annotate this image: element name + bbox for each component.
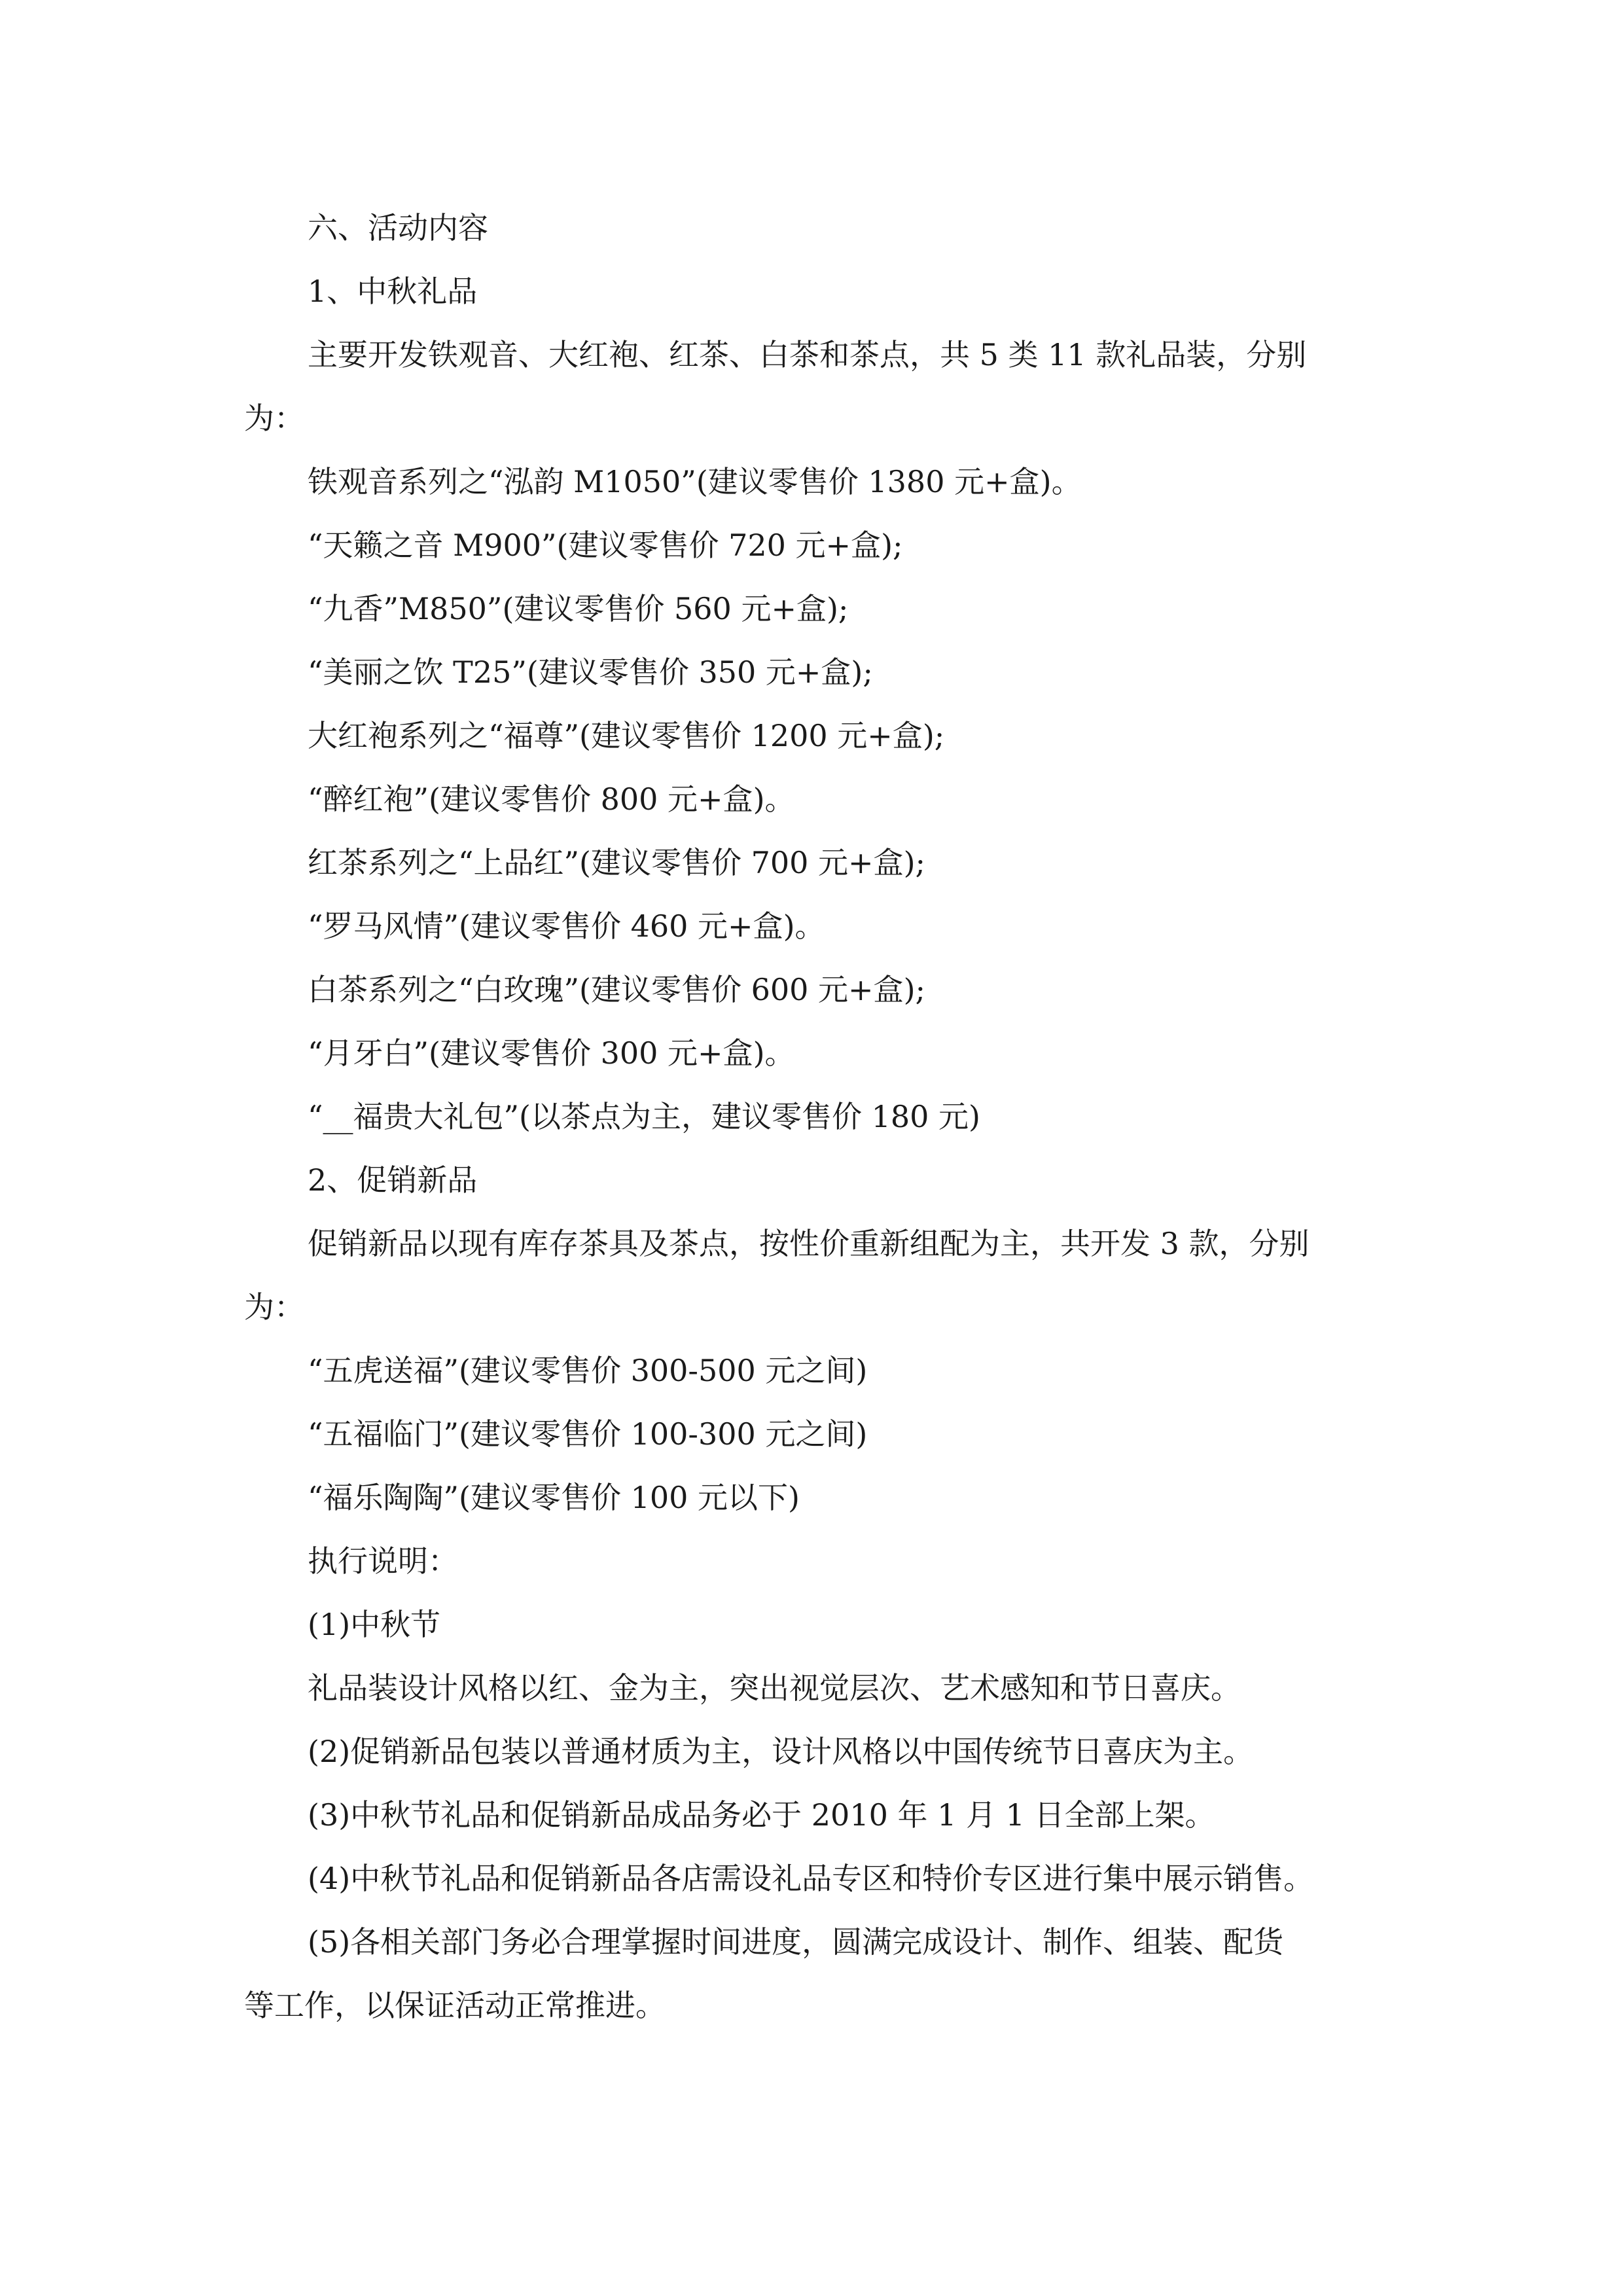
section-heading: 六、活动内容 [308,210,488,245]
list-item: (5)各相关部门务必合理掌握时间进度，圆满完成设计、制作、组装、配货 [308,1924,1284,1960]
paragraph-line: 为： [244,401,304,436]
product-line: “福乐陶陶”(建议零售价 100 元以下) [308,1480,800,1515]
subsection-heading: 1、中秋礼品 [308,274,478,309]
paragraph-line: 礼品装设计风格以红、金为主，突出视觉层次、艺术感知和节日喜庆。 [308,1670,1241,1706]
product-line: “天籁之音 M900”(建议零售价 720 元+盒); [308,528,903,563]
list-item: (2)促销新品包装以普通材质为主，设计风格以中国传统节日喜庆为主。 [308,1734,1254,1769]
product-line: “醉红袍”(建议零售价 800 元+盒)。 [308,781,795,817]
product-line: “五福临门”(建议零售价 100-300 元之间) [308,1416,868,1452]
paragraph-line: 促销新品以现有库存茶具及茶点，按性价重新组配为主，共开发 3 款，分别 [308,1226,1310,1261]
subsection-heading: 执行说明： [308,1543,458,1579]
subsection-heading: 2、促销新品 [308,1162,478,1198]
product-line: 铁观音系列之“泓韵 M1050”(建议零售价 1380 元+盒)。 [308,464,1082,499]
paragraph-line: 为： [244,1289,304,1325]
product-line: “五虎送福”(建议零售价 300-500 元之间) [308,1353,868,1388]
product-line: “罗马风情”(建议零售价 460 元+盒)。 [308,908,825,944]
list-item: (3)中秋节礼品和促销新品成品务必于 2010 年 1 月 1 日全部上架。 [308,1797,1215,1833]
product-line: “美丽之饮 T25”(建议零售价 350 元+盒); [308,655,873,690]
list-item: (1)中秋节 [308,1607,441,1642]
product-line: “九香”M850”(建议零售价 560 元+盒); [308,591,849,626]
paragraph-line: 等工作，以保证活动正常推进。 [244,1988,666,2023]
product-line: 大红袍系列之“福尊”(建议零售价 1200 元+盒); [308,718,945,753]
product-line: 白茶系列之“白玫瑰”(建议零售价 600 元+盒); [308,972,926,1007]
product-line: 红茶系列之“上品红”(建议零售价 700 元+盒); [308,845,926,880]
product-line: “__福贵大礼包”(以茶点为主，建议零售价 180 元) [308,1099,980,1134]
product-line: “月牙白”(建议零售价 300 元+盒)。 [308,1035,795,1071]
paragraph-line: 主要开发铁观音、大红袍、红茶、白茶和茶点，共 5 类 11 款礼品装，分别 [308,337,1307,372]
list-item: (4)中秋节礼品和促销新品各店需设礼品专区和特价专区进行集中展示销售。 [308,1861,1314,1896]
